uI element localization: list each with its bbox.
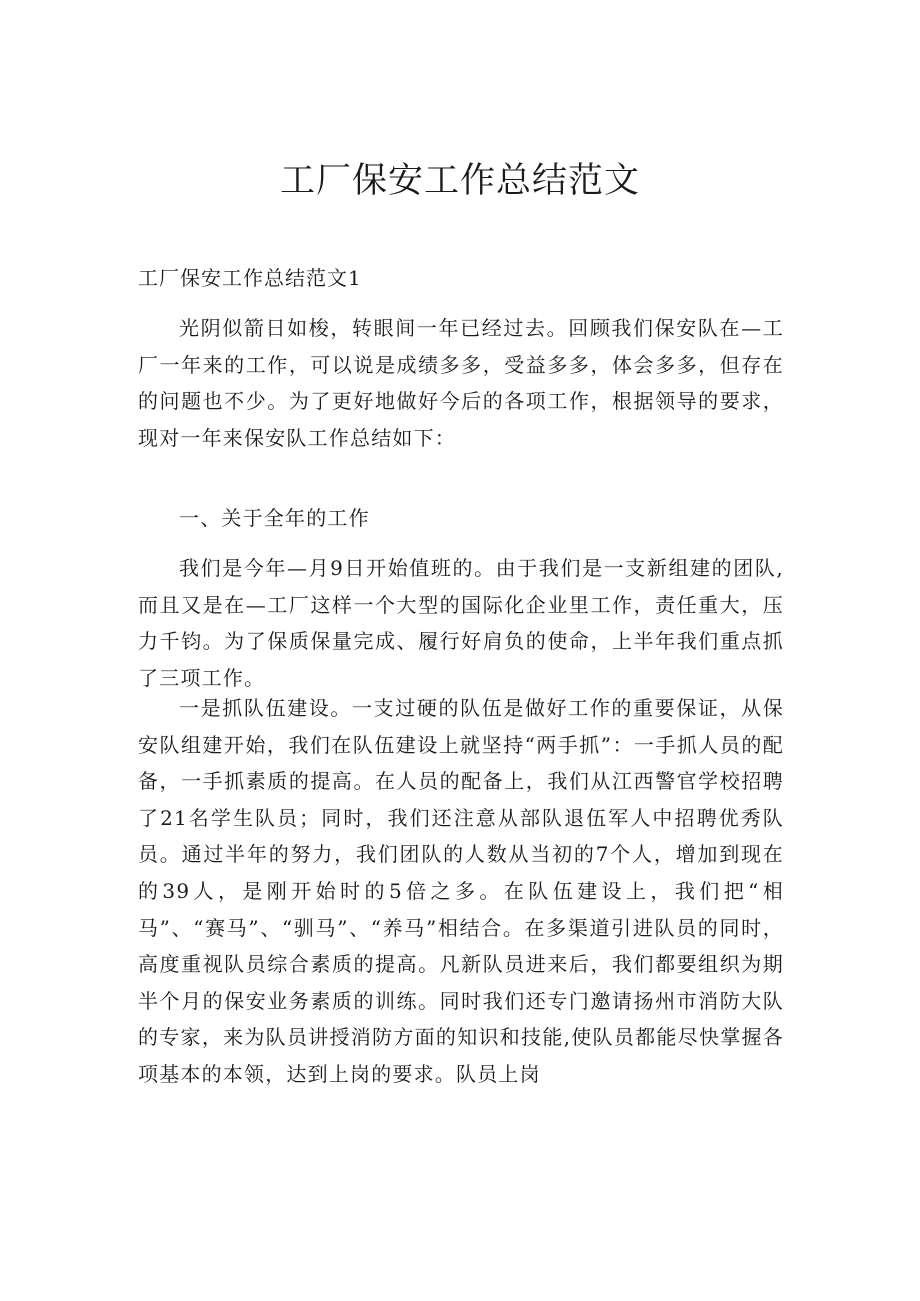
subheading-text: 一、关于全年的工作 [179, 506, 370, 530]
section-heading: 工厂保安工作总结范文1 [138, 266, 362, 290]
subheading-annual-work [138, 500, 784, 537]
paragraph-text: 光阴似箭日如梭，转眼间一年已经过去。回顾我们保安队在—工厂一年来的工作，可以说是成绩多多，受益多多，体会多多，但存在的问题也不少。为了更好地做好今后的各项工作，根据领导的要求，现对一年来保安队工作总结如下： [138, 316, 784, 450]
paragraph-text: 我们是今年—月9日开始值班的。由于我们是一支新组建的团队,而且又是在—工厂这样一个大型的国际化企业里工作，责任重大，压力千钧。为了保质保量完成、履行好肩负的使命，上半年我们重点抓了三项工作。 [138, 556, 784, 690]
paragraph-intro [138, 310, 784, 456]
paragraph-start [138, 550, 784, 696]
paragraph-team-building [138, 690, 784, 1093]
paragraph-text: 一是抓队伍建设。一支过硬的队伍是做好工作的重要保证，从保安队组建开始，我们在队伍建设上就坚持“两手抓”：一手抓人员的配备，一手抓素质的提高。在人员的配备上，我们从江西警官学校招聘了21名学生队员；同时，我们还注意从部队退伍军人中招聘优秀队员。通过半年的努力，我们团队的人数从当初的7个人，增加到现在的39人，是刚开始时的5倍之多。在队伍建设上，我们把“相马”、“赛马”、“驯马”、“养马”相结合。在多渠道引进队员的同时，高度重视队员综合素质的提高。凡新队员进来后，我们都要组织为期半个月的保安业务素质的训练。同时我们还专门邀请扬州市消防大队的专家，来为队员讲授消防方面的知识和技能,使队员都能尽快掌握各项基本的本领，达到上岗的要求。队员上岗 [138, 696, 784, 1086]
document-title: 工厂保安工作总结范文 [279, 161, 640, 201]
